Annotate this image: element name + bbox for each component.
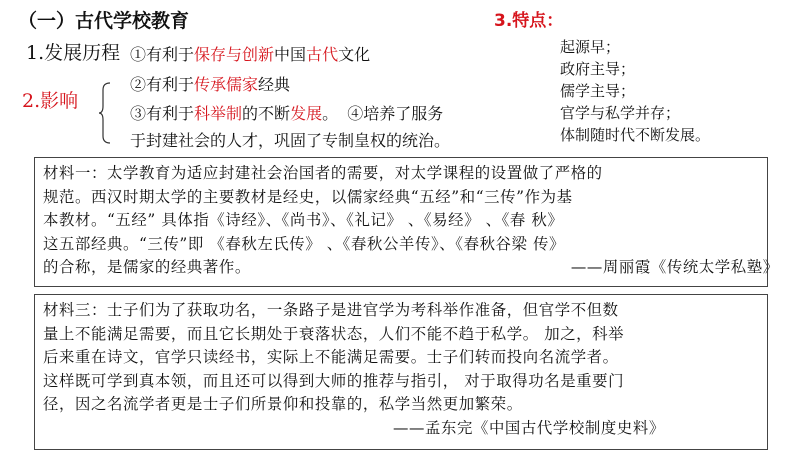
influence-item-3: ③有利于科举制的不断发展。 ④培养了服务 xyxy=(130,104,444,123)
influence-label: 2.影响 xyxy=(22,90,79,112)
influence-item-1: ①有利于保存与创新中国古代文化 xyxy=(130,45,371,64)
material-3-line: 后来重在诗文，官学只读经书，实际上不能满足需要。士子们转而投向名流学者。 xyxy=(43,348,619,366)
material-1-line: 本教材。“五经” 具体指《诗经》、《尚书》、《礼记》 、《易经》 、《春 秋》 xyxy=(43,211,564,229)
material-1-line: 材料一：太学教育为适应封建社会治国者的需要，对太学课程的设置做了严格的 xyxy=(43,164,603,182)
feature-item: 政府主导； xyxy=(560,60,636,78)
material-1-line: 规范。西汉时期太学的主要教材是经史，以儒家经典“五经”和“三传”作为基 xyxy=(43,187,573,206)
material-3-line: 径，因之名流学者更是士子们所景仰和投靠的，私学当然更加繁荣。 xyxy=(43,395,523,413)
material-3-line: 材料三：士子们为了获取功名，一条路子是进官学为考科举作准备，但官学不但数 xyxy=(43,301,619,319)
brace-icon xyxy=(98,82,112,144)
influence-item-2: ②有利于传承儒家经典 xyxy=(130,75,291,94)
material-3-box xyxy=(34,294,768,450)
material-3-line: 量上不能满足需要，而且它长期处于衰落状态，人们不能不趋于私学。 加之，科举 xyxy=(43,324,625,343)
material-3-line: 这样既可学到真本领，而且还可以得到大师的推荐与指引， 对于取得功名是重要门 xyxy=(43,371,625,390)
material-1-box xyxy=(34,157,779,287)
features-list xyxy=(560,36,710,146)
influence-item-4-continued: 于封建社会的人才，巩固了专制皇权的统治。 xyxy=(130,131,451,150)
material-3-citation: ——孟东完《中国古代学校制度史料》 xyxy=(393,418,665,437)
material-1-line: 的合称，是儒家的经典著作。 ——周丽霞《传统太学私塾》 xyxy=(43,258,779,276)
feature-item: 官学与私学并存； xyxy=(560,104,681,122)
features-title: 3.特点： xyxy=(494,11,564,31)
heading-title: 古代学校教育 xyxy=(75,10,190,32)
material-1-citation: ——周丽霞《传统太学私塾》 xyxy=(570,258,779,276)
heading-number: （一） xyxy=(18,10,76,32)
section-heading xyxy=(18,6,189,33)
feature-item: 起源早； xyxy=(560,38,621,56)
material-1-line: 这五部经典。“三传”即 《春秋左氏传》 、《春秋公羊传》、《春秋谷梁 传》 xyxy=(43,234,566,253)
development-label: 1.发展历程 xyxy=(26,42,121,64)
feature-item: 儒学主导； xyxy=(560,82,636,100)
feature-item: 体制随时代不断发展。 xyxy=(560,126,711,144)
